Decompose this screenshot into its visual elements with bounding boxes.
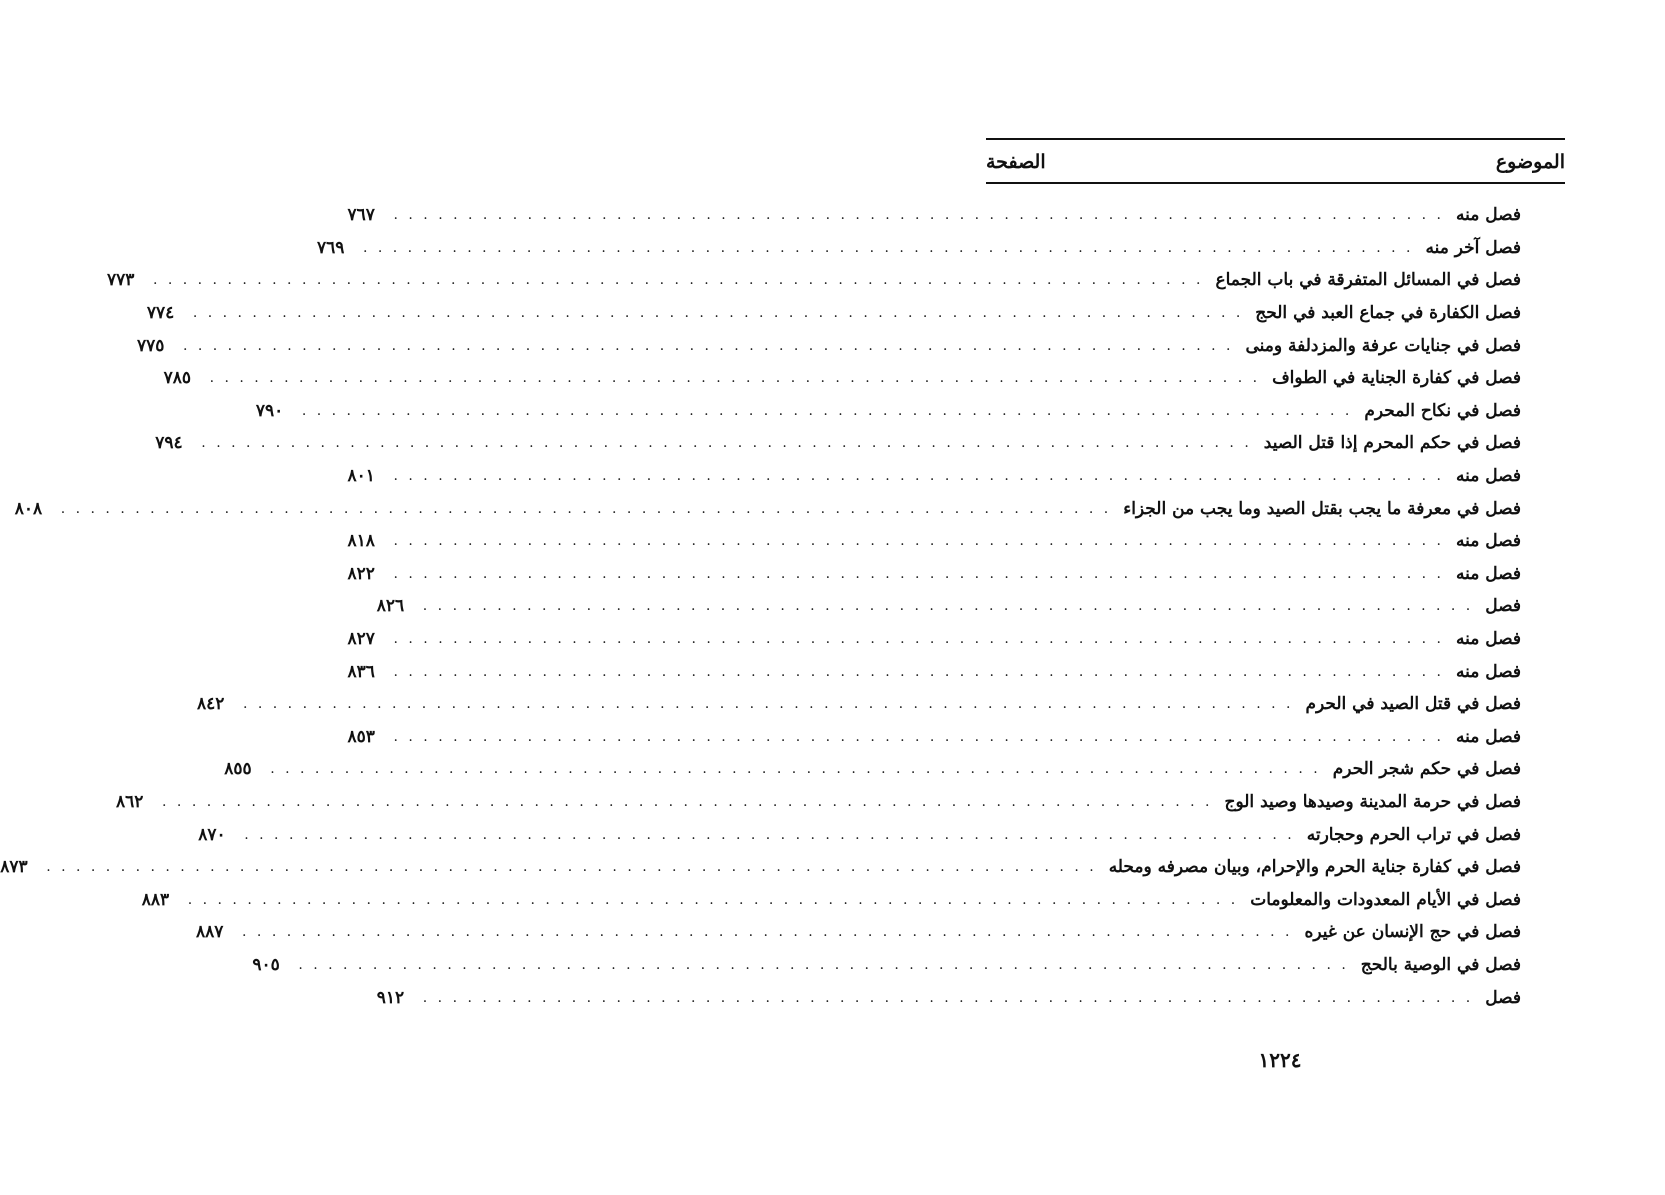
- toc-entry-page: ٨٢٧: [347, 629, 375, 650]
- toc-entry-title: فصل في حج الإنسان عن غيره: [1304, 922, 1521, 943]
- toc-entry-title: فصل في حكم شجر الحرم: [1332, 759, 1521, 780]
- toc-entry: [252, 949, 1521, 982]
- toc-entry-title: فصل منه: [1455, 629, 1521, 650]
- toc-entry-title: فصل في الوصية بالحج: [1360, 954, 1521, 975]
- toc-header: [986, 145, 1565, 179]
- toc-entry-title: فصل منه: [1455, 531, 1521, 552]
- toc-entry: [141, 883, 1521, 916]
- toc-entry-page: ٨٧٠: [198, 824, 226, 845]
- toc-entry-page: ٩١٢: [376, 987, 405, 1008]
- toc-entry-page: ٨٦٢: [116, 791, 144, 812]
- toc-entry: [347, 655, 1521, 688]
- toc-entry-page: ٨٤٢: [196, 694, 225, 715]
- toc-entry-page: ٧٨٥: [163, 368, 191, 389]
- dot-leader: . . . . . . . . . . . . . . . . . . . . . . . . . . . . . . . . . . . . . . . . . . . . . . . . . . . . . . . . . . . . . . . . . . . . . . .: [393, 533, 1444, 550]
- page-number: ١٢٢٤: [1258, 1048, 1302, 1072]
- dot-leader: . . . . . . . . . . . . . . . . . . . . . . . . . . . . . . . . . . . . . . . . . . . . . . . . . . . . . . . . . . . . . . . . . . . . . . .: [393, 728, 1444, 745]
- toc-entry: [376, 590, 1521, 623]
- toc-entry-title: فصل في تراب الحرم وحجارته: [1306, 824, 1521, 845]
- toc-entry-title: فصل في الأيام المعدودات والمعلومات: [1250, 889, 1521, 910]
- toc-entry-title: فصل: [1485, 987, 1521, 1008]
- header-rule: [986, 182, 1565, 184]
- toc-entry: [347, 199, 1521, 232]
- toc-entry: [347, 525, 1521, 558]
- toc-entry: [198, 818, 1521, 851]
- dot-leader: . . . . . . . . . . . . . . . . . . . . . . . . . . . . . . . . . . . . . . . . . . . . . . . . . . . . . . . . . . . . . . . . . . . . . . .: [242, 696, 1294, 713]
- dot-leader: . . . . . . . . . . . . . . . . . . . . . . . . . . . . . . . . . . . . . . . . . . . . . . . . . . . . . . . . . . . . . . . . . . . . . . .: [422, 598, 1474, 615]
- toc-entry-title: فصل في كفارة الجناية في الطواف: [1272, 368, 1521, 389]
- dot-leader: . . . . . . . . . . . . . . . . . . . . . . . . . . . . . . . . . . . . . . . . . . . . . . . . . . . . . . . . . . . . . . . . . . . . . . .: [209, 370, 1261, 387]
- toc-entry-title: فصل في معرفة ما يجب بقتل الصيد وما يجب من الجزاء: [1123, 498, 1521, 519]
- toc-entry-title: فصل في المسائل المتفرقة في باب الجماع: [1215, 270, 1521, 291]
- toc-entry-page: ٧٧٤: [146, 303, 175, 324]
- dot-leader: . . . . . . . . . . . . . . . . . . . . . . . . . . . . . . . . . . . . . . . . . . . . . . . . . . . . . . . . . . . . . . . . . . . . . . .: [182, 337, 1234, 354]
- toc-entry: [116, 786, 1521, 819]
- topic-column-label: الموضوع: [1495, 151, 1565, 173]
- toc-entry-title: فصل آخر منه: [1425, 237, 1521, 258]
- toc-entry-page: ٨٨٧: [196, 922, 224, 943]
- toc-entry: [155, 427, 1521, 460]
- toc-entry: [347, 460, 1521, 493]
- toc-entry: [14, 492, 1521, 525]
- toc-entry-page: ٧٦٩: [316, 237, 345, 258]
- toc-entry-title: فصل في جنايات عرفة والمزدلفة ومنى: [1245, 335, 1521, 356]
- top-rule: [986, 138, 1565, 140]
- toc-entry: [255, 395, 1521, 428]
- toc-entry: [376, 981, 1521, 1014]
- toc-entry-title: فصل منه: [1455, 661, 1521, 682]
- toc-entry-page: ٨٥٥: [224, 759, 252, 780]
- dot-leader: . . . . . . . . . . . . . . . . . . . . . . . . . . . . . . . . . . . . . . . . . . . . . . . . . . . . . . . . . . . . . . . . . . . . . . .: [46, 859, 1097, 876]
- toc-entry-title: فصل منه: [1455, 726, 1521, 747]
- toc-entry: [106, 264, 1521, 297]
- dot-leader: . . . . . . . . . . . . . . . . . . . . . . . . . . . . . . . . . . . . . . . . . . . . . . . . . . . . . . . . . . . . . . . . . . . . . . .: [393, 565, 1444, 582]
- dot-leader: . . . . . . . . . . . . . . . . . . . . . . . . . . . . . . . . . . . . . . . . . . . . . . . . . . . . . . . . . . . . . . . . . . . . . . .: [393, 631, 1444, 648]
- toc-entry-page: ٧٧٥: [136, 335, 165, 356]
- page-column-label: الصفحة: [986, 151, 1046, 173]
- toc-entry-page: ٩٠٥: [252, 954, 280, 975]
- toc-entry: [316, 232, 1521, 265]
- toc-entry-title: فصل الكفارة في جماع العبد في الحج: [1255, 303, 1521, 324]
- toc-entry-page: ٨٢٢: [347, 563, 375, 584]
- toc-entry: [347, 623, 1521, 656]
- toc-entry-title: فصل منه: [1455, 466, 1521, 487]
- toc-entry: [136, 329, 1521, 362]
- dot-leader: . . . . . . . . . . . . . . . . . . . . . . . . . . . . . . . . . . . . . . . . . . . . . . . . . . . . . . . . . . . . . . . . . . . . . . .: [162, 793, 1213, 810]
- toc-entry-title: فصل في نكاح المحرم: [1364, 400, 1521, 421]
- dot-leader: . . . . . . . . . . . . . . . . . . . . . . . . . . . . . . . . . . . . . . . . . . . . . . . . . . . . . . . . . . . . . . . . . . . . . . .: [244, 826, 1295, 843]
- toc-entry: [163, 362, 1521, 395]
- toc-entry: [0, 851, 1521, 884]
- toc-entry-title: فصل في حكم المحرم إذا قتل الصيد: [1263, 433, 1521, 454]
- toc-entry: [146, 297, 1521, 330]
- dot-leader: . . . . . . . . . . . . . . . . . . . . . . . . . . . . . . . . . . . . . . . . . . . . . . . . . . . . . . . . . . . . . . . . . . . . . . .: [152, 272, 1204, 289]
- toc-entry-title: فصل في قتل الصيد في الحرم: [1305, 694, 1521, 715]
- dot-leader: . . . . . . . . . . . . . . . . . . . . . . . . . . . . . . . . . . . . . . . . . . . . . . . . . . . . . . . . . . . . . . . . . . . . . . .: [60, 500, 1112, 517]
- toc-entry-title: فصل: [1485, 596, 1521, 617]
- toc-entry: [196, 688, 1521, 721]
- table-of-contents: [0, 199, 1521, 1014]
- toc-entry-page: ٨٨٣: [141, 889, 170, 910]
- toc-entry-page: ٧٧٣: [106, 270, 135, 291]
- toc-entry-page: ٧٩٤: [155, 433, 183, 454]
- toc-entry: [347, 558, 1521, 591]
- toc-entry-page: ٧٩٠: [255, 400, 284, 421]
- toc-entry-page: ٨٢٦: [376, 596, 405, 617]
- dot-leader: . . . . . . . . . . . . . . . . . . . . . . . . . . . . . . . . . . . . . . . . . . . . . . . . . . . . . . . . . . . . . . . . . . . . . . .: [187, 891, 1239, 908]
- dot-leader: . . . . . . . . . . . . . . . . . . . . . . . . . . . . . . . . . . . . . . . . . . . . . . . . . . . . . . . . . . . . . . . . . . . . . . .: [270, 761, 1321, 778]
- dot-leader: . . . . . . . . . . . . . . . . . . . . . . . . . . . . . . . . . . . . . . . . . . . . . . . . . . . . . . . . . . . . . . . . . . . . . . .: [422, 989, 1474, 1006]
- toc-entry-page: ٨٣٦: [347, 661, 375, 682]
- toc-entry-page: ٨٠٨: [14, 498, 43, 519]
- dot-leader: . . . . . . . . . . . . . . . . . . . . . . . . . . . . . . . . . . . . . . . . . . . . . . . . . . . . . . . . . . . . . . . . . . . . . . .: [298, 956, 1349, 973]
- dot-leader: . . . . . . . . . . . . . . . . . . . . . . . . . . . . . . . . . . . . . . . . . . . . . . . . . . . . . . . . . . . . . . . . . . . . . . .: [201, 435, 1252, 452]
- dot-leader: . . . . . . . . . . . . . . . . . . . . . . . . . . . . . . . . . . . . . . . . . . . . . . . . . . . . . . . . . . . . . . . . . . . . . . .: [393, 468, 1444, 485]
- dot-leader: . . . . . . . . . . . . . . . . . . . . . . . . . . . . . . . . . . . . . . . . . . . . . . . . . . . . . . . . . . . . . . . . . . . . . . .: [362, 239, 1414, 256]
- toc-entry-page: ٨٠١: [347, 466, 375, 487]
- toc-entry-page: ٧٦٧: [347, 205, 375, 226]
- toc-entry-title: فصل منه: [1455, 563, 1521, 584]
- toc-entry: [224, 753, 1521, 786]
- toc-entry-title: فصل في حرمة المدينة وصيدها وصيد الوج: [1224, 791, 1521, 812]
- toc-entry-page: ٨١٨: [347, 531, 375, 552]
- toc-entry: [196, 916, 1521, 949]
- toc-entry: [347, 721, 1521, 754]
- dot-leader: . . . . . . . . . . . . . . . . . . . . . . . . . . . . . . . . . . . . . . . . . . . . . . . . . . . . . . . . . . . . . . . . . . . . . . .: [242, 924, 1293, 941]
- dot-leader: . . . . . . . . . . . . . . . . . . . . . . . . . . . . . . . . . . . . . . . . . . . . . . . . . . . . . . . . . . . . . . . . . . . . . . .: [393, 663, 1444, 680]
- toc-entry-page: ٨٧٣: [0, 857, 28, 878]
- toc-entry-title: فصل منه: [1455, 205, 1521, 226]
- toc-entry-page: ٨٥٣: [347, 726, 375, 747]
- dot-leader: . . . . . . . . . . . . . . . . . . . . . . . . . . . . . . . . . . . . . . . . . . . . . . . . . . . . . . . . . . . . . . . . . . . . . . .: [192, 305, 1244, 322]
- toc-entry-title: فصل في كفارة جناية الحرم والإحرام، وبيان مصرفه ومحله: [1108, 857, 1521, 878]
- dot-leader: . . . . . . . . . . . . . . . . . . . . . . . . . . . . . . . . . . . . . . . . . . . . . . . . . . . . . . . . . . . . . . . . . . . . . . .: [301, 402, 1353, 419]
- dot-leader: . . . . . . . . . . . . . . . . . . . . . . . . . . . . . . . . . . . . . . . . . . . . . . . . . . . . . . . . . . . . . . . . . . . . . . .: [393, 207, 1444, 224]
